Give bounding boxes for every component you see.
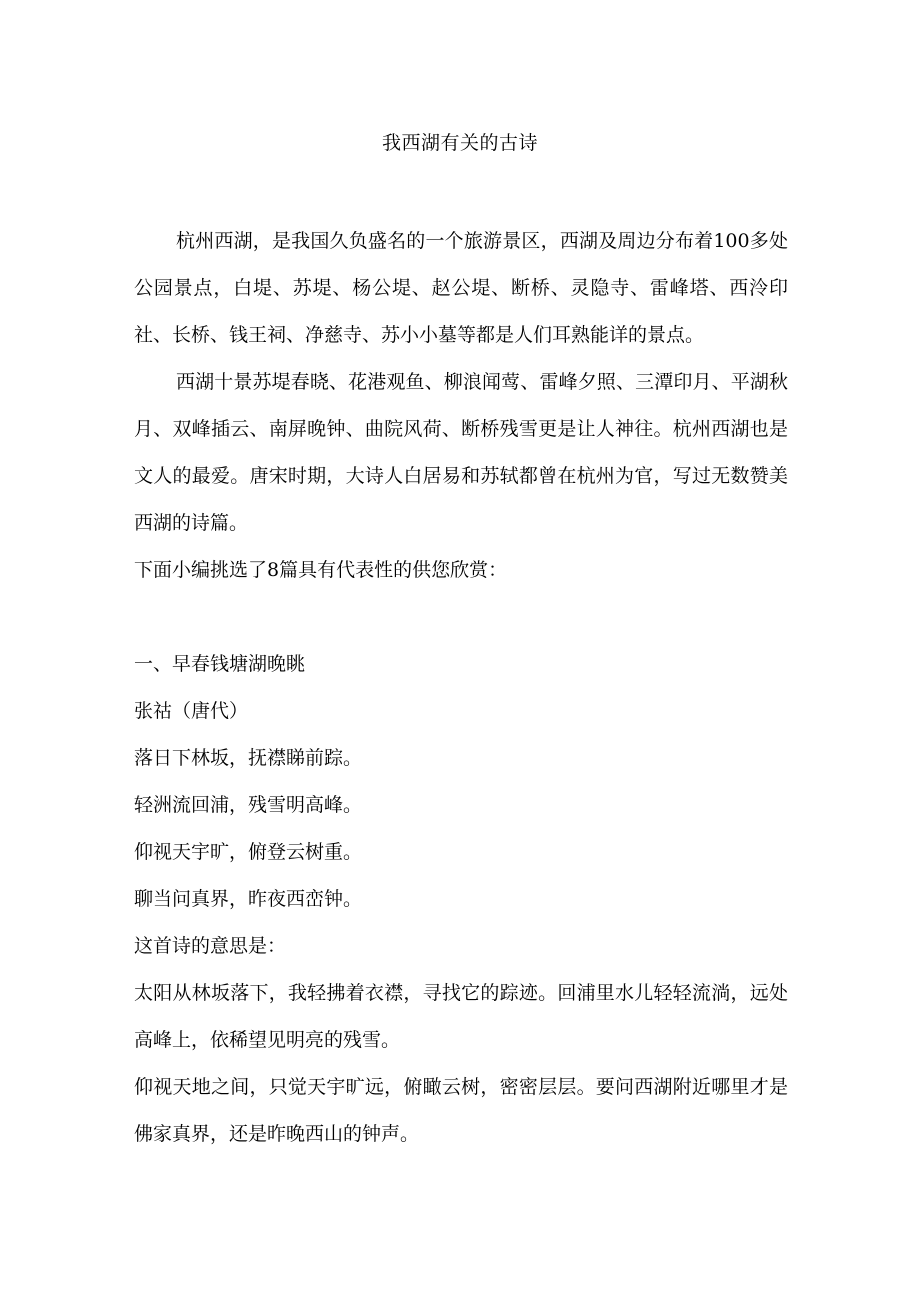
page-title: 我西湖有关的古诗: [381, 132, 538, 154]
meaning-paragraph-2: 仰视天地之间，只觉天宇旷远，俯瞰云树，密密层层。要问西湖附近哪里才是佛家真界，还是昨晚西山的钟声。: [134, 1076, 788, 1145]
poem-line: 聊当问真界，昨夜西峦钟。: [134, 888, 363, 910]
poem-heading: 一、早春钱塘湖晚眺: [134, 653, 306, 675]
document-body: [134, 218, 788, 1158]
poem-line: 轻洲流回浦，残雪明高峰。: [134, 794, 363, 816]
intro-paragraph-1: 杭州西湖，是我国久负盛名的一个旅游景区，西湖及周边分布着100多处公园景点，白堤、苏堤、杨公堤、赵公堤、断桥、灵隐寺、雷峰塔、西泠印社、长桥、钱王祠、净慈寺、苏小小墓等都是人们耳熟能详的景点。: [134, 230, 788, 346]
meaning-paragraph-1: 太阳从林坂落下，我轻拂着衣襟，寻找它的踪迹。回浦里水儿轻轻流淌，远处高峰上，依稀望见明亮的残雪。: [134, 982, 788, 1051]
poem-line: 落日下林坂，抚襟睇前踪。: [134, 747, 363, 769]
poem-line: 仰视天宇旷，俯登云树重。: [134, 841, 363, 863]
poem-author: 张祜（唐代）: [134, 700, 249, 722]
lead-line: 下面小编挑选了8篇具有代表性的供您欣赏：: [134, 559, 508, 581]
intro-paragraph-2: 西湖十景苏堤春晓、花港观鱼、柳浪闻莺、雷峰夕照、三潭印月、平湖秋月、双峰插云、南屏晚钟、曲院风荷、断桥残雪更是让人神往。杭州西湖也是文人的最爱。唐宋时期，大诗人白居易和苏轼都曾在杭州为官，写过无数赞美西湖的诗篇。: [134, 371, 788, 534]
meaning-label: 这首诗的意思是：: [134, 935, 287, 957]
